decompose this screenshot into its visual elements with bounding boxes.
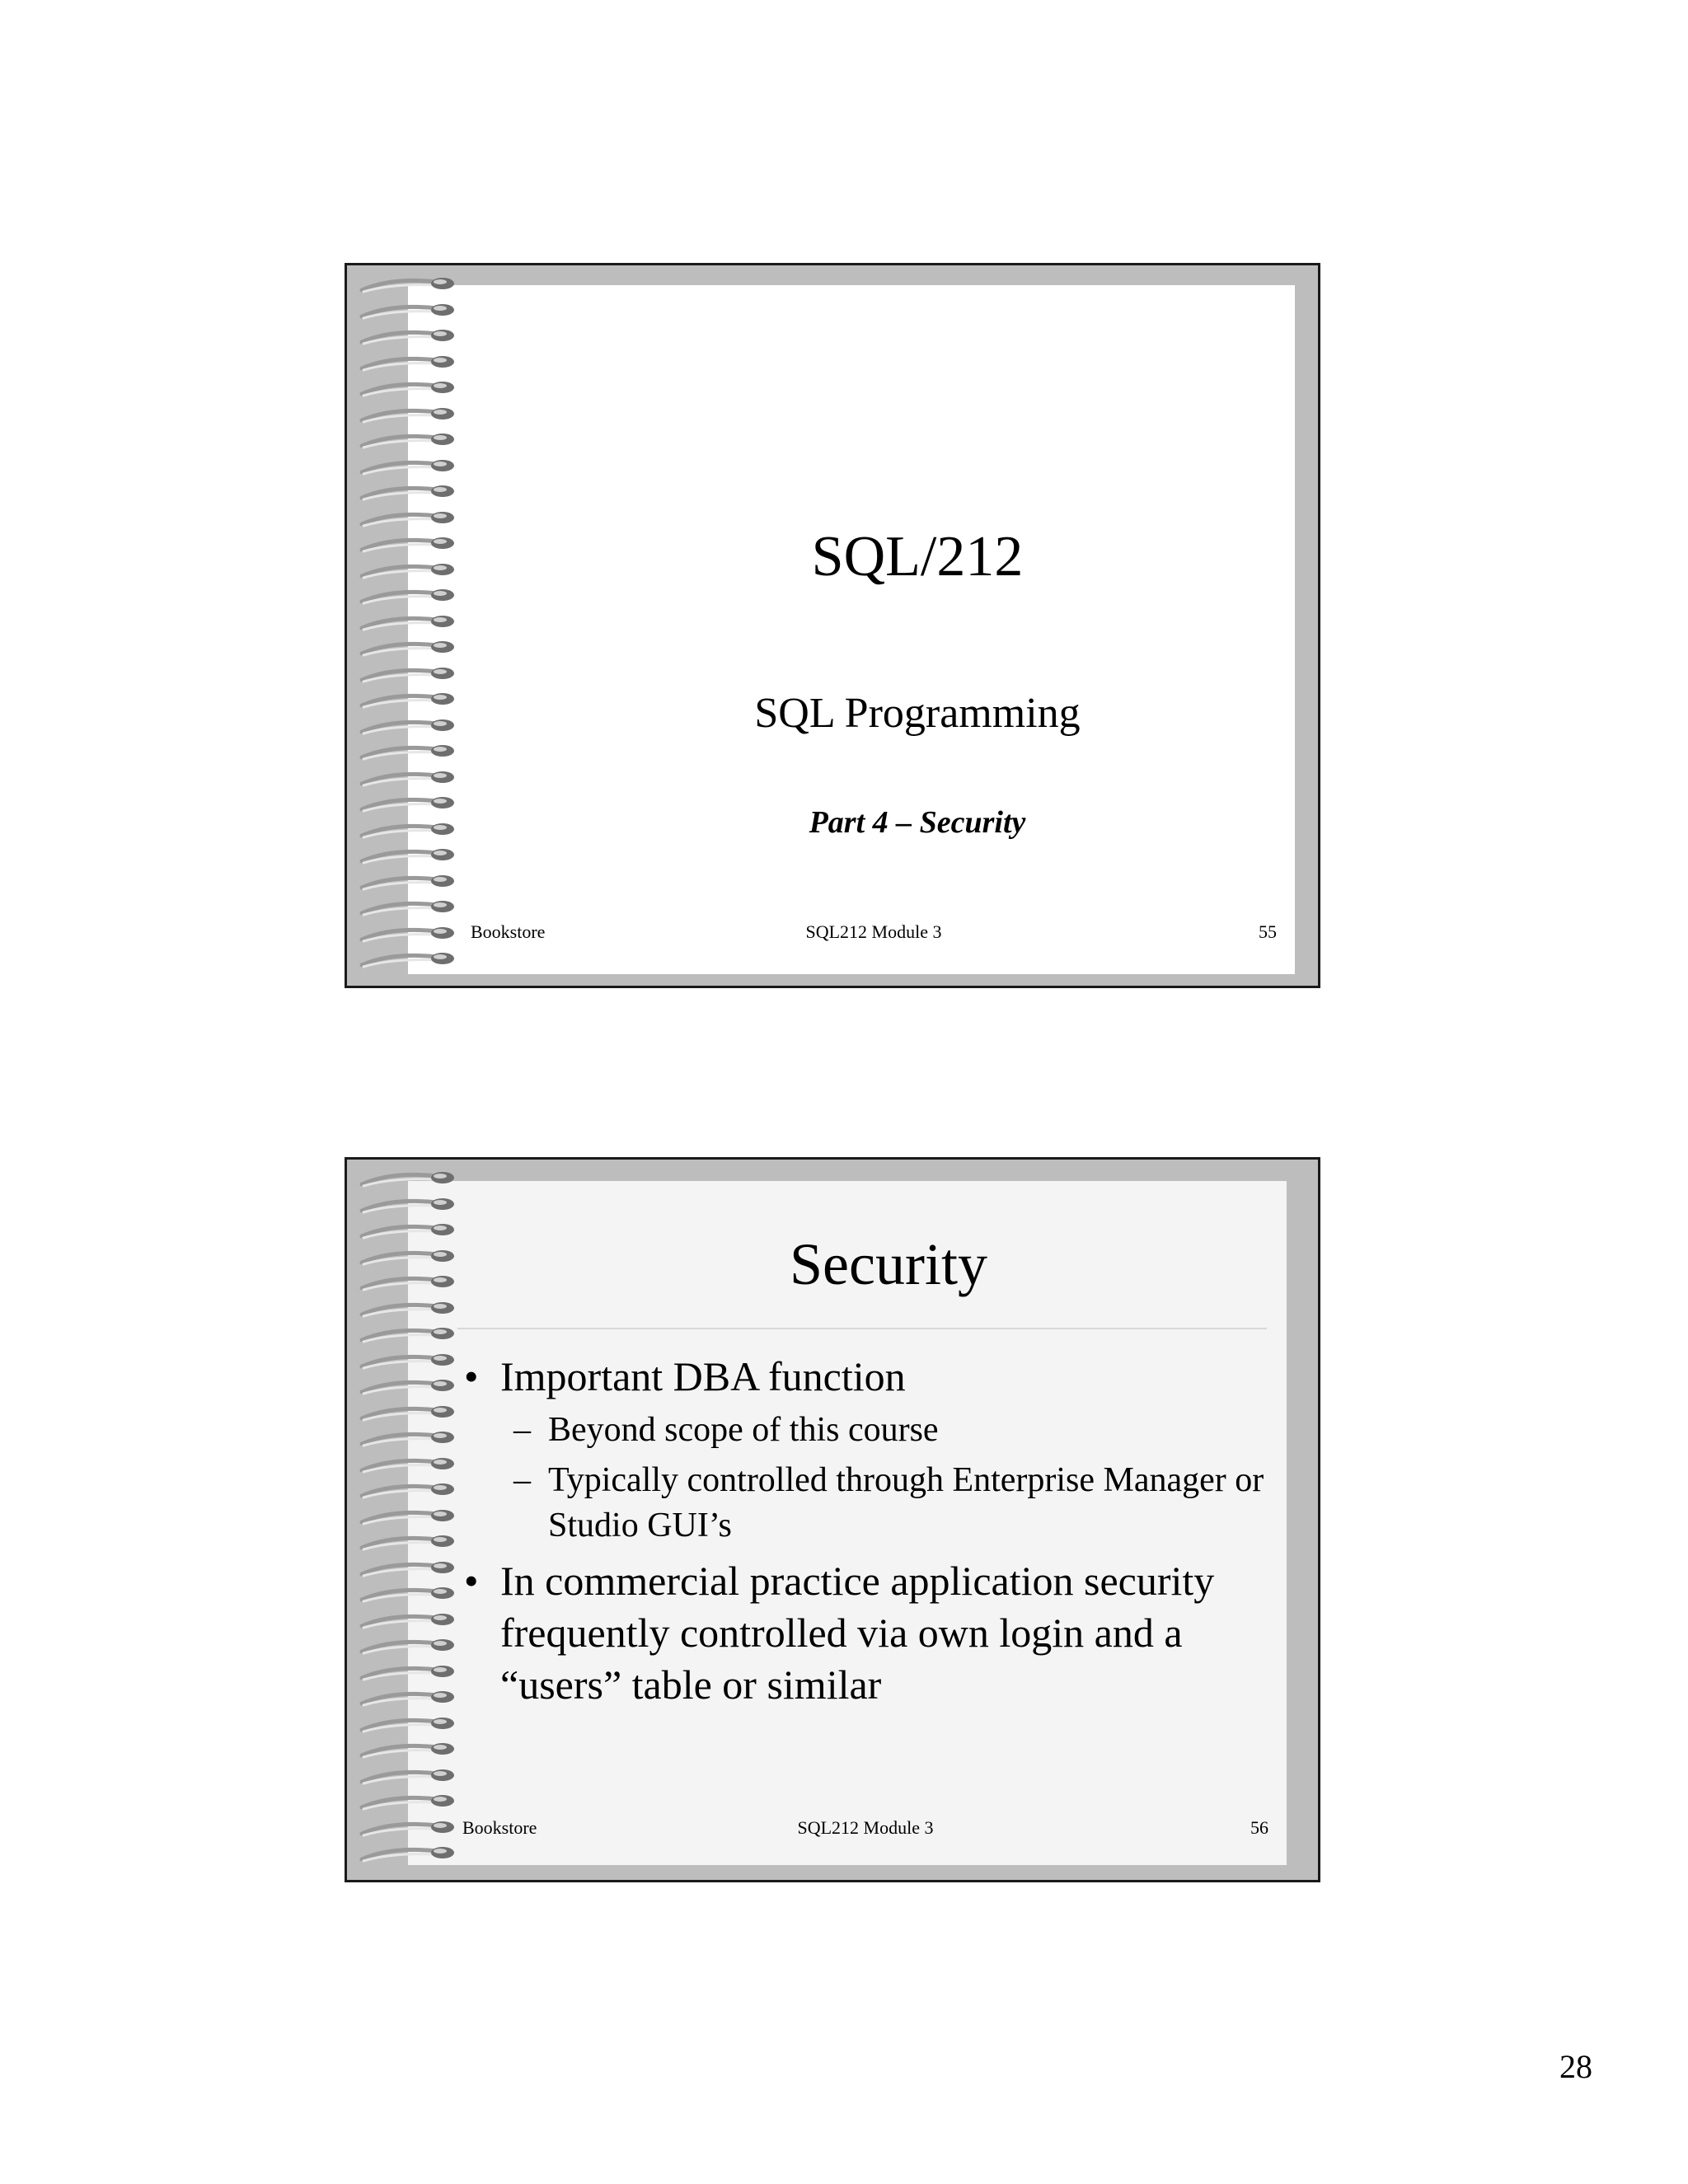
spiral-ring-icon <box>359 637 457 658</box>
spiral-ring-icon <box>359 1583 457 1605</box>
spiral-ring-icon <box>359 1272 457 1293</box>
bullet-item <box>457 1351 1270 1403</box>
bullet-list <box>457 1351 1270 1716</box>
footer-left-text: Bookstore <box>462 1817 537 1838</box>
slide-56 <box>345 1157 1320 1882</box>
dash-icon: – <box>513 1461 531 1499</box>
spiral-ring-icon <box>359 871 457 893</box>
spiral-ring-icon <box>359 1610 457 1631</box>
spiral-ring-icon <box>359 793 457 814</box>
sub-bullet-item <box>457 1458 1270 1549</box>
footer-center-text: SQL212 Module 3 <box>797 1817 934 1838</box>
spiral-ring-icon <box>359 923 457 944</box>
spiral-ring-icon <box>359 1168 457 1189</box>
spiral-ring-icon <box>359 1376 457 1397</box>
bullet-icon: • <box>464 1353 479 1399</box>
bullet-text: Important DBA function <box>500 1353 906 1399</box>
spiral-ring-icon <box>359 949 457 970</box>
spiral-ring-icon <box>359 560 457 581</box>
spiral-ring-icon <box>359 1427 457 1449</box>
footer-center-text: SQL212 Module 3 <box>805 921 942 942</box>
spiral-ring-icon <box>359 741 457 762</box>
spiral-ring-icon <box>359 326 457 347</box>
sub-bullet-text: Typically controlled through Enterprise Manager or Studio GUI’s <box>548 1461 1264 1544</box>
spiral-ring-icon <box>359 1558 457 1579</box>
spiral-ring-icon <box>359 1817 457 1839</box>
slide-canvas <box>408 1181 1287 1865</box>
slide-55 <box>345 263 1320 988</box>
bullet-icon: • <box>464 1558 479 1604</box>
spiral-ring-icon <box>359 456 457 477</box>
spiral-ring-icon <box>359 612 457 633</box>
slide-number: 55 <box>1259 921 1277 942</box>
spiral-ring-icon <box>359 1739 457 1760</box>
spiral-ring-icon <box>359 585 457 607</box>
spiral-ring-icon <box>359 845 457 866</box>
slide-canvas <box>408 285 1295 974</box>
spiral-ring-icon <box>359 819 457 841</box>
spiral-ring-icon <box>359 274 457 295</box>
spiral-ring-icon <box>359 1791 457 1812</box>
page-number: 28 <box>1559 2048 1592 2085</box>
spiral-ring-icon <box>359 1531 457 1553</box>
spiral-ring-icon <box>359 1687 457 1708</box>
spiral-ring-icon <box>359 1350 457 1371</box>
spiral-ring-icon <box>359 429 457 451</box>
spiral-ring-icon <box>359 352 457 373</box>
slide-number: 56 <box>1250 1817 1268 1838</box>
spiral-ring-icon <box>359 508 457 529</box>
spiral-ring-icon <box>359 1506 457 1527</box>
spiral-ring-icon <box>359 481 457 503</box>
spiral-ring-icon <box>359 767 457 789</box>
spiral-ring-icon <box>359 663 457 685</box>
bullet-item <box>457 1555 1270 1711</box>
spiral-ring-icon <box>359 1479 457 1501</box>
slide-subtitle: SQL Programming <box>754 690 1081 737</box>
spiral-ring-icon <box>359 1298 457 1319</box>
sub-bullet-item <box>457 1408 1270 1453</box>
dash-icon: – <box>513 1411 531 1449</box>
spiral-ring-icon <box>359 1194 457 1216</box>
spiral-ring-icon <box>359 404 457 425</box>
slide-title: SQL/212 <box>811 525 1024 588</box>
slide-footer <box>471 921 1277 946</box>
sub-bullet-text: Beyond scope of this course <box>548 1411 939 1449</box>
spiral-ring-icon <box>359 1765 457 1787</box>
slide-title: Security <box>790 1231 987 1297</box>
spiral-ring-icon <box>359 1246 457 1268</box>
spiral-ring-icon <box>359 1324 457 1345</box>
spiral-ring-icon <box>359 1661 457 1683</box>
footer-left-text: Bookstore <box>471 921 546 942</box>
spiral-ring-icon <box>359 1454 457 1475</box>
spiral-ring-icon <box>359 897 457 918</box>
spiral-ring-icon <box>359 1220 457 1241</box>
slide-part-label: Part 4 – Security <box>809 805 1026 840</box>
spiral-ring-icon <box>359 1843 457 1864</box>
title-divider <box>457 1328 1267 1329</box>
bullet-text: In commercial practice application security frequently controlled via own login and a “users” table or similar <box>500 1558 1215 1708</box>
slide-footer <box>462 1817 1268 1842</box>
spiral-ring-icon <box>359 1402 457 1423</box>
spiral-ring-icon <box>359 1713 457 1735</box>
spiral-ring-icon <box>359 1635 457 1657</box>
spiral-ring-icon <box>359 715 457 737</box>
spiral-ring-icon <box>359 377 457 399</box>
spiral-ring-icon <box>359 533 457 555</box>
spiral-ring-icon <box>359 300 457 321</box>
spiral-ring-icon <box>359 689 457 710</box>
